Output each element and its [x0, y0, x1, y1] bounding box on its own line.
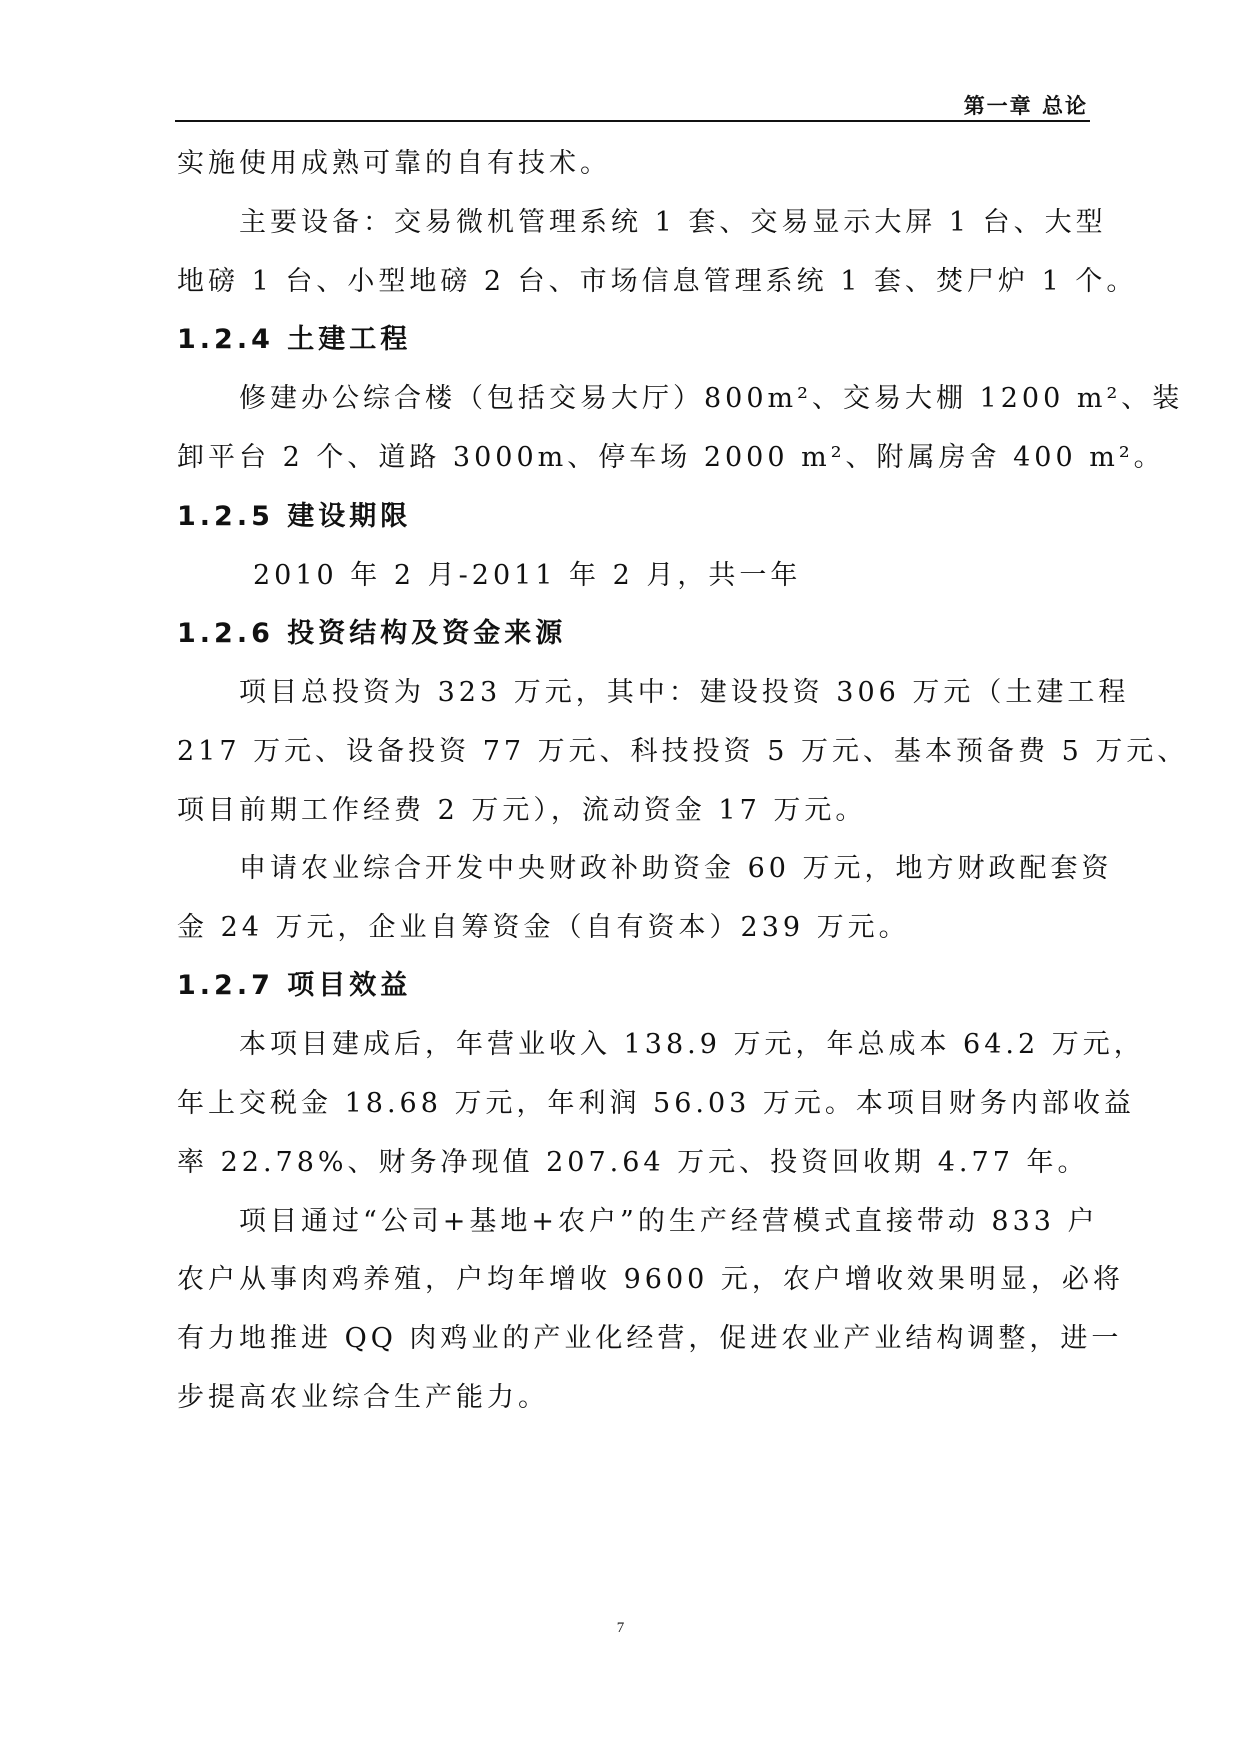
- paragraph-line: 修建办公综合楼（包括交易大厅）800m²、交易大棚 1200 m²、装: [239, 383, 1184, 414]
- paragraph-line: 项目前期工作经费 2 万元），流动资金 17 万元。: [177, 795, 867, 826]
- paragraph-line: 217 万元、设备投资 77 万元、科技投资 5 万元、基本预备费 5 万元、: [177, 736, 1189, 767]
- paragraph-line: 卸平台 2 个、道路 3000m、停车场 2000 m²、附属房舍 400 m²。: [177, 442, 1165, 473]
- paragraph-line: 项目总投资为 323 万元，其中：建设投资 306 万元（土建工程: [239, 677, 1130, 708]
- paragraph-line: 主要设备：交易微机管理系统 1 套、交易显示大屏 1 台、大型: [239, 207, 1107, 238]
- section-heading: 1.2.7 项目效益: [177, 970, 412, 1001]
- page-number: 7: [616, 1620, 625, 1636]
- paragraph-line: 申请农业综合开发中央财政补助资金 60 万元，地方财政配套资: [239, 853, 1113, 884]
- paragraph-line: 有力地推进 QQ 肉鸡业的产业化经营，促进农业产业结构调整，进一: [177, 1323, 1123, 1354]
- paragraph-line: 步提高农业综合生产能力。: [177, 1382, 549, 1413]
- section-heading: 1.2.4 土建工程: [177, 324, 412, 355]
- page-header: [175, 88, 1090, 122]
- section-heading: 1.2.5 建设期限: [177, 501, 412, 532]
- paragraph-line: 地磅 1 台、小型地磅 2 台、市场信息管理系统 1 套、焚尸炉 1 个。: [177, 266, 1138, 297]
- paragraph-line: 农户从事肉鸡养殖，户均年增收 9600 元，农户增收效果明显，必将: [177, 1264, 1124, 1295]
- paragraph-line: 年上交税金 18.68 万元，年利润 56.03 万元。本项目财务内部收益: [177, 1088, 1135, 1119]
- paragraph-line: 实施使用成熟可靠的自有技术。: [177, 148, 611, 179]
- paragraph-line: 项目通过“公司+基地+农户”的生产经营模式直接带动 833 户: [239, 1206, 1099, 1237]
- paragraph-line: 2010 年 2 月-2011 年 2 月，共一年: [253, 560, 802, 591]
- section-heading: 1.2.6 投资结构及资金来源: [177, 618, 567, 649]
- paragraph-line: 金 24 万元，企业自筹资金（自有资本）239 万元。: [177, 912, 910, 943]
- chapter-title: 第一章 总论: [963, 94, 1088, 118]
- paragraph-line: 率 22.78%、财务净现值 207.64 万元、投资回收期 4.77 年。: [177, 1147, 1089, 1178]
- paragraph-line: 本项目建成后，年营业收入 138.9 万元，年总成本 64.2 万元，: [239, 1029, 1145, 1060]
